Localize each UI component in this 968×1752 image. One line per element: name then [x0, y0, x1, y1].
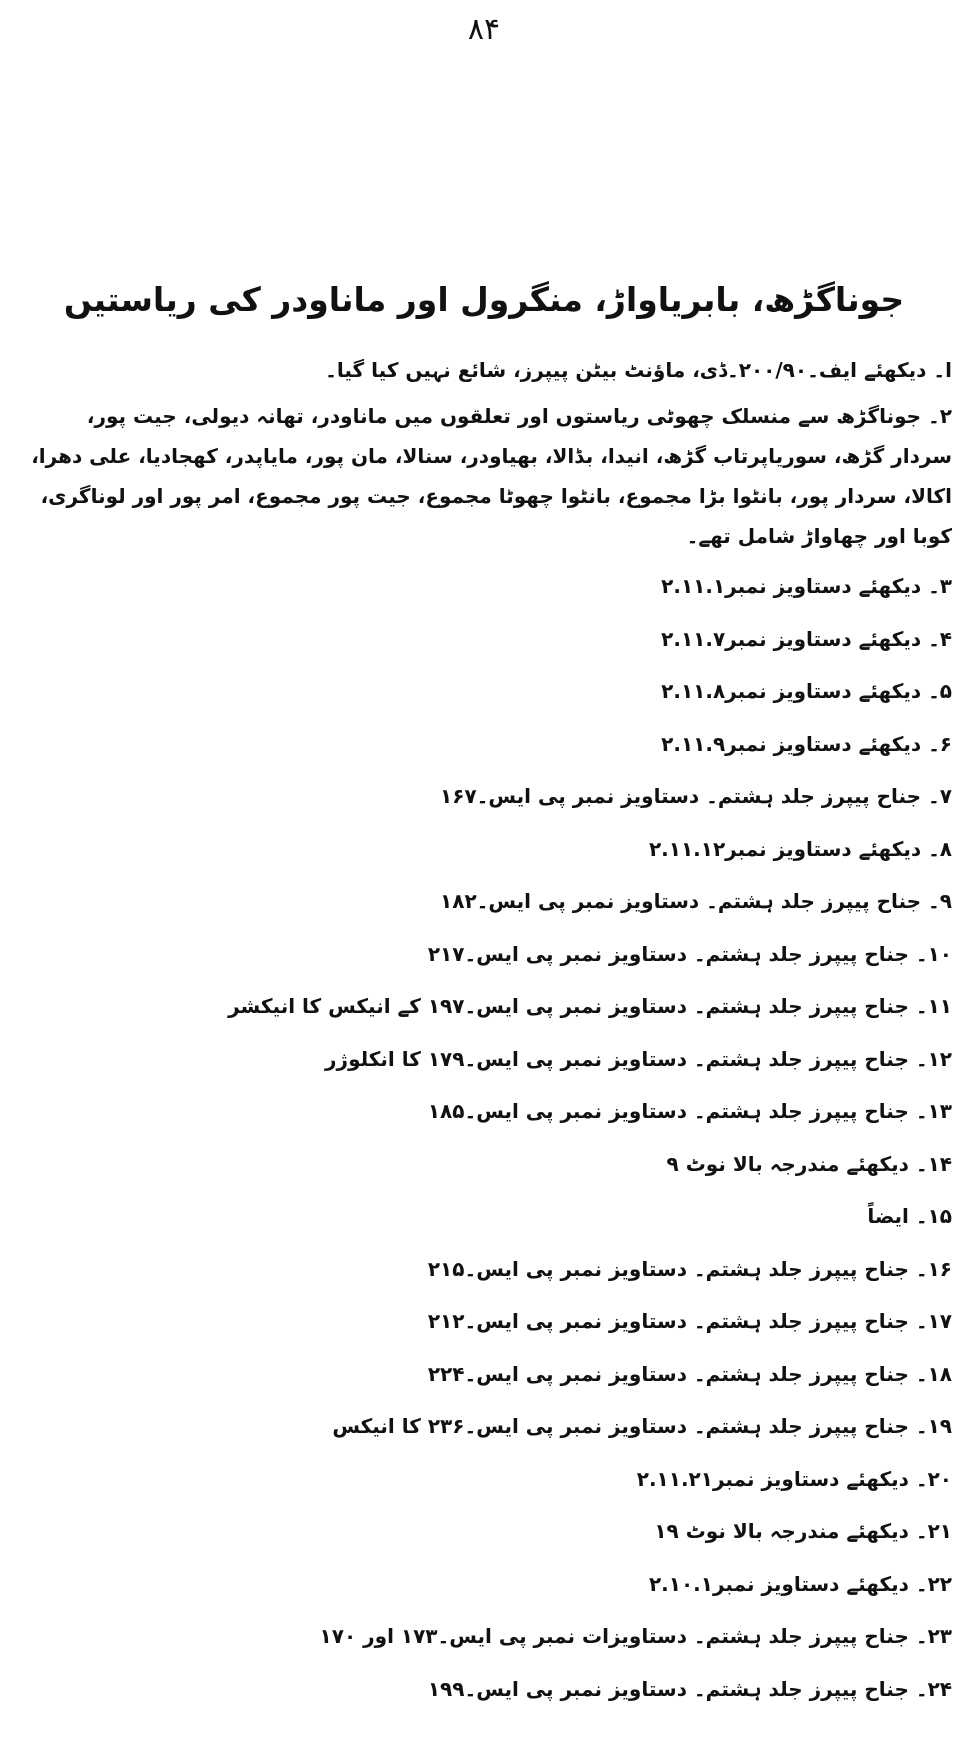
note-item: ۸۔ دیکھئے دستاویز نمبر۲.۱۱.۱۲: [648, 836, 952, 861]
note-item: ۱۴۔ دیکھئے مندرجہ بالا نوٹ ۹: [666, 1151, 952, 1176]
page-number: ۸۴: [467, 12, 501, 47]
note-item: ا۔ دیکھئے ایف۔۲۰۰/۹۰۔ڈی، ماؤنٹ بیٹن پیپرز، شائع نہیں کیا گیا۔: [325, 358, 952, 382]
note-item: ۱۲۔ جناح پیپرز جلد ہشتم۔ دستاویز نمبر پی ایس۔۱۷۹ کا انکلوژر: [325, 1046, 952, 1071]
note-item: ۱۷۔ جناح پیپرز جلد ہشتم۔ دستاویز نمبر پی ایس۔۲۱۲: [427, 1309, 952, 1333]
note-item: ۶۔ دیکھئے دستاویز نمبر۲.۱۱.۹: [661, 731, 952, 756]
note-item: ۴۔ دیکھئے دستاویز نمبر۲.۱۱.۷: [661, 626, 952, 651]
note-item: ۱۳۔ جناح پیپرز جلد ہشتم۔ دستاویز نمبر پی ایس۔۱۸۵: [427, 1099, 952, 1123]
note-item: ۱۶۔ جناح پیپرز جلد ہشتم۔ دستاویز نمبر پی ایس۔۲۱۵: [427, 1256, 952, 1281]
note-item: ۷۔ جناح پیپرز جلد ہشتم۔ دستاویز نمبر پی ایس۔۱۶۷: [440, 784, 952, 808]
note-item: ۱۱۔ جناح پیپرز جلد ہشتم۔ دستاویز نمبر پی ایس۔۱۹۷ کے انیکس کا انیکشر: [228, 994, 952, 1018]
section-title: جوناگڑھ، بابریاواڑ، منگرول اور ماناودر کی ریاستیں: [63, 280, 905, 319]
notes-list: [22, 350, 952, 1715]
note-item: ۱۵۔ ایضاً: [867, 1204, 952, 1228]
note-item: ۲۱۔ دیکھئے مندرجہ بالا نوٹ ۱۹: [654, 1519, 952, 1543]
note-item: ۲۳۔ جناح پیپرز جلد ہشتم۔ دستاویزات نمبر پی ایس۔۱۷۳ اور ۱۷۰: [319, 1624, 952, 1648]
note-item: ۳۔ دیکھئے دستاویز نمبر۲.۱۱.۱: [661, 574, 952, 598]
note-item: ۲۲۔ دیکھئے دستاویز نمبر۲.۱۰.۱: [648, 1571, 952, 1596]
note-item: ۵۔ دیکھئے دستاویز نمبر۲.۱۱.۸: [661, 679, 952, 703]
note-item: ۱۰۔ جناح پیپرز جلد ہشتم۔ دستاویز نمبر پی ایس۔۲۱۷: [427, 941, 952, 966]
note-item: ۱۹۔ جناح پیپرز جلد ہشتم۔ دستاویز نمبر پی ایس۔۲۳۶ کا انیکس: [332, 1414, 952, 1438]
note-item: ۱۸۔ جناح پیپرز جلد ہشتم۔ دستاویز نمبر پی ایس۔۲۲۴: [427, 1361, 952, 1386]
note-item: ۲۔ جوناگڑھ سے منسلک چھوٹی ریاستوں اور تعلقوں میں ماناودر، تھانہ دیولی، جیت پور، سردار گڑھ، سوریاپرتاب گڑھ، انیدا، بڈالا، بھیاودر، سنالا، مان پور، مایاپدر، کھجادیا، علی دھرا، اکالا، سردار پور، بانٹوا بڑا مجموع، بانٹوا چھوٹا مجموع، جیت پور مجموع، امر پور اور لوناگری، کوبا اور چھاواڑ شامل تھے۔: [31, 404, 952, 548]
note-item: ۲۴۔ جناح پیپرز جلد ہشتم۔ دستاویز نمبر پی ایس۔۱۹۹: [427, 1676, 952, 1701]
note-item: ۹۔ جناح پیپرز جلد ہشتم۔ دستاویز نمبر پی ایس۔۱۸۲: [440, 889, 952, 913]
note-item: ۲۰۔ دیکھئے دستاویز نمبر۲.۱۱.۲۱: [636, 1466, 952, 1491]
